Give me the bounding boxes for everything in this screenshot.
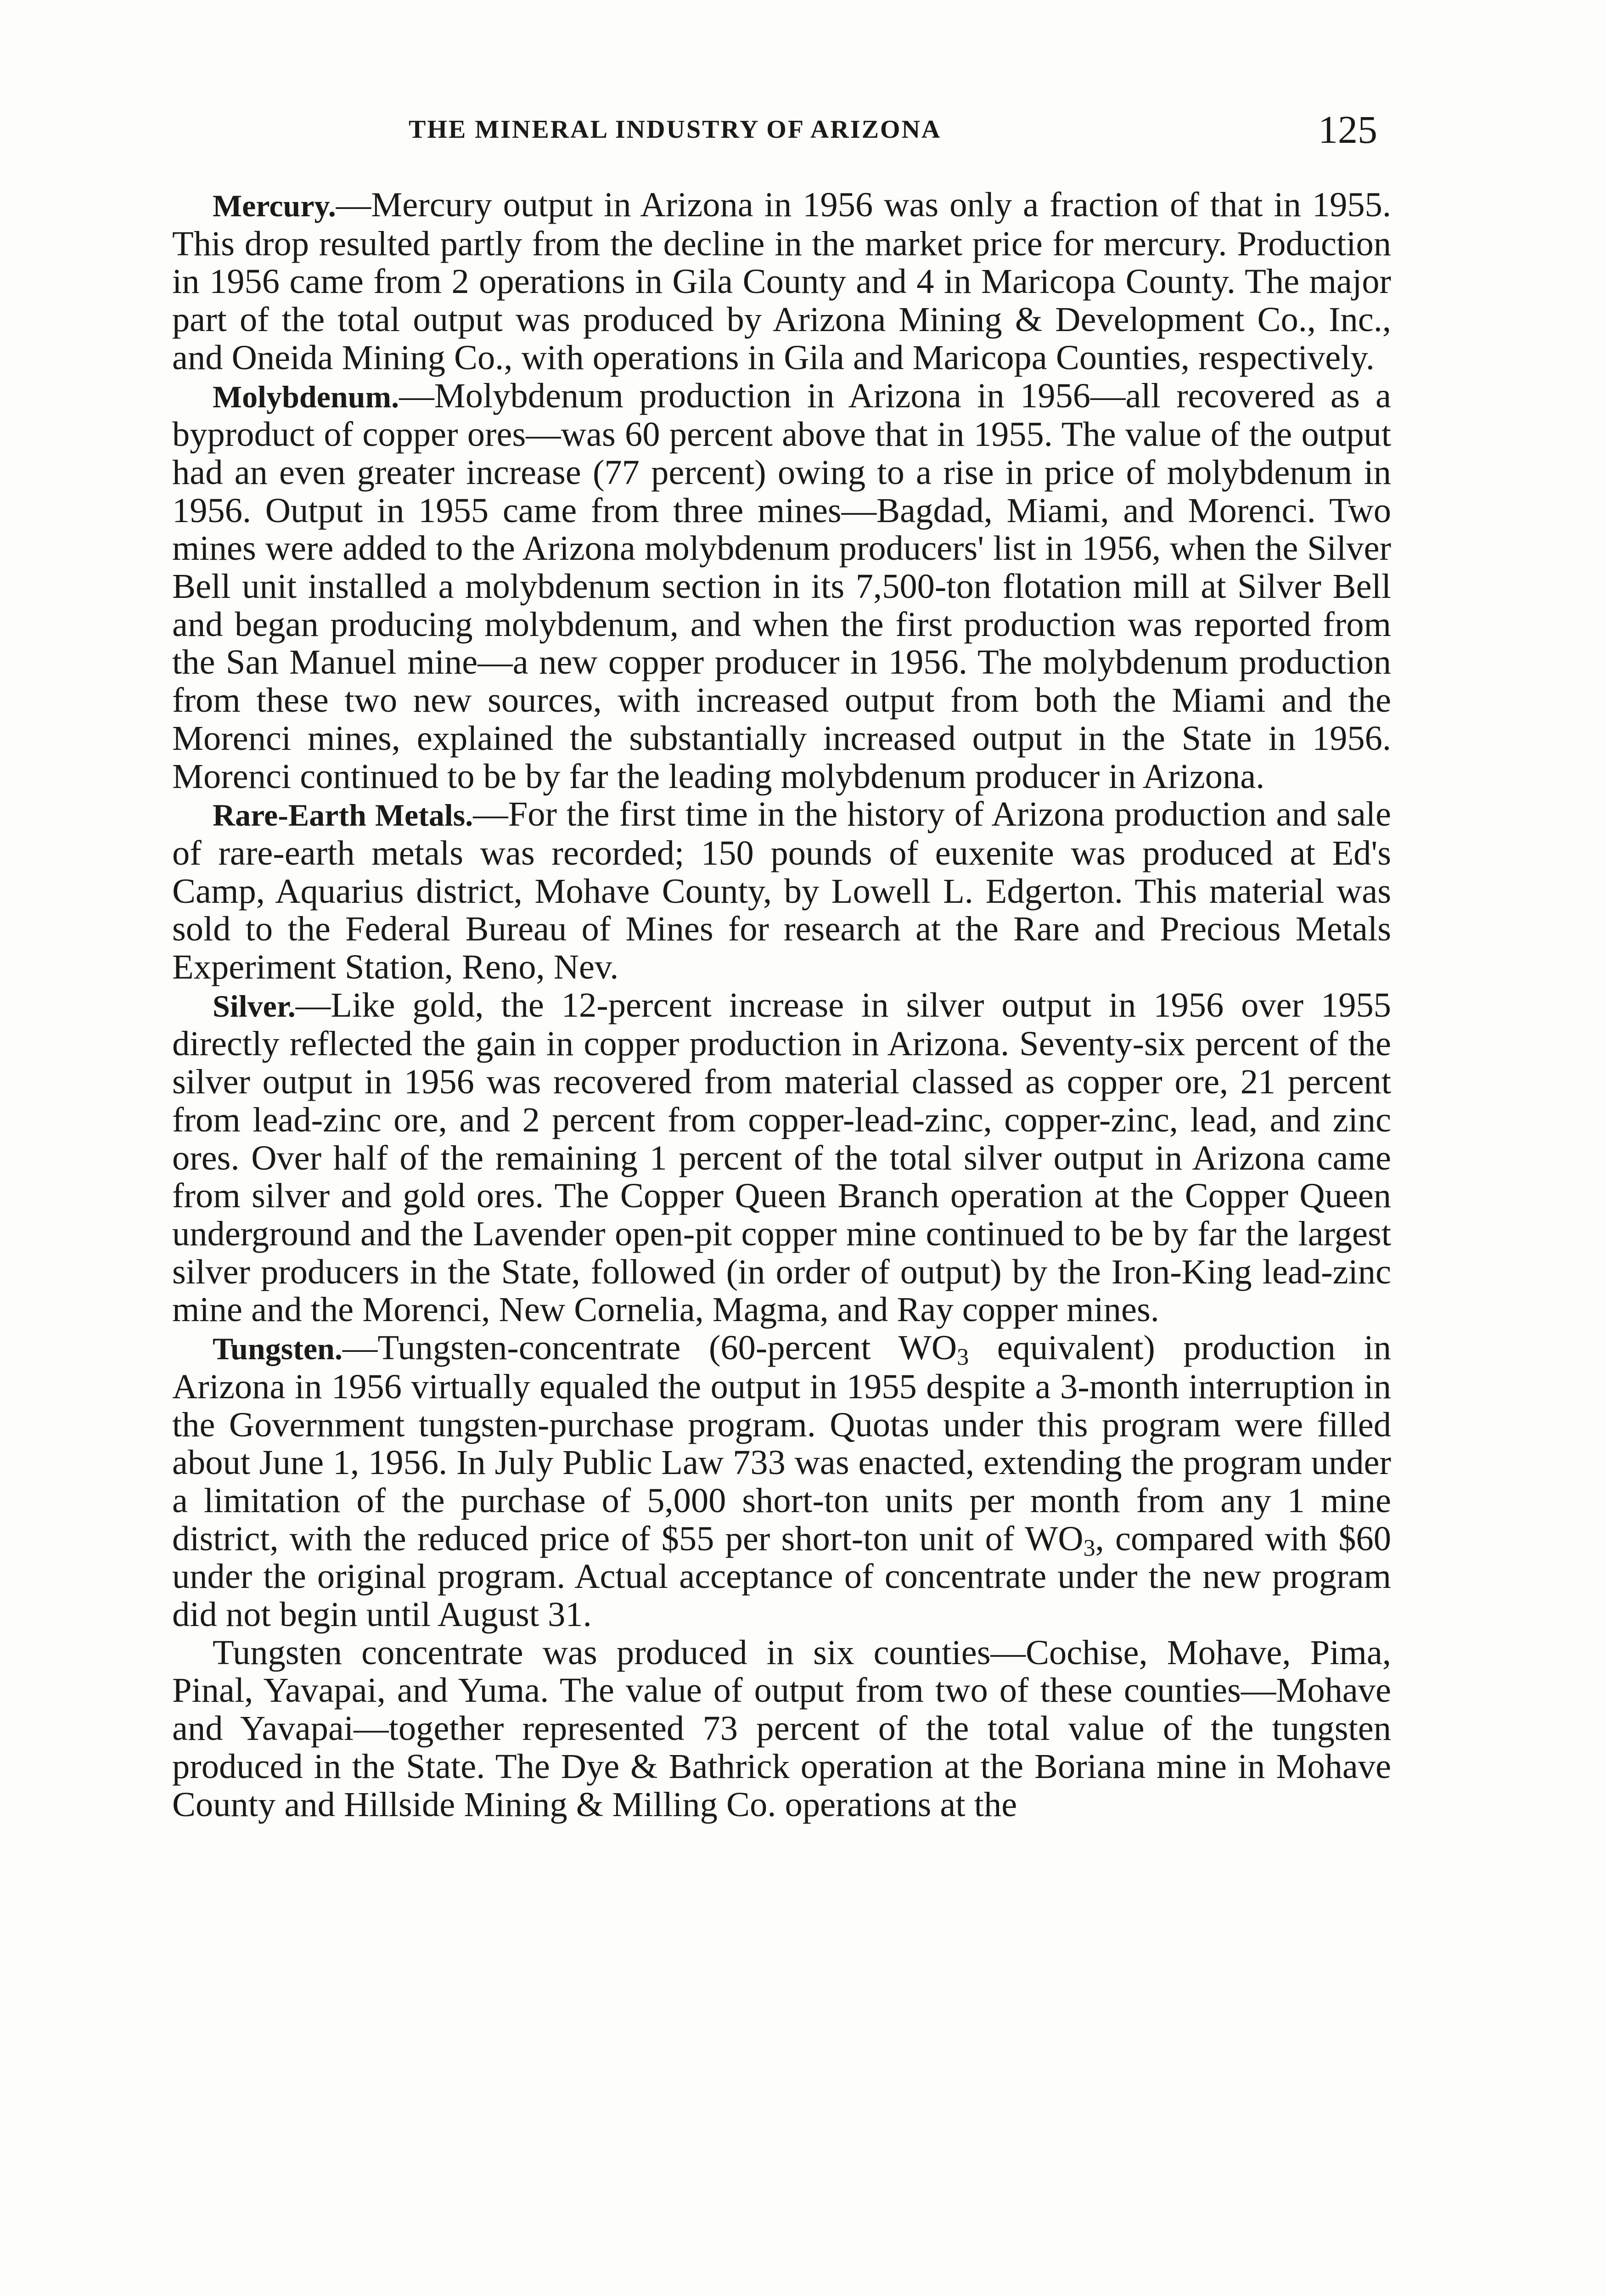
paragraph-tungsten-counties [172,1634,1391,1824]
section-heading-tungsten: Tungsten. [213,1331,343,1367]
paragraph-text: , compared with $60 under the original program. Actual acceptance of concentrate under the new program did not begin until August 31. [172,1519,1391,1634]
section-heading-silver: Silver. [213,988,296,1024]
running-title: THE MINERAL INDUSTRY OF ARIZONA [409,115,942,144]
paragraph-text: —Tungsten-concentrate (60-percent WO [342,1328,957,1367]
paragraph-tungsten [172,1329,1391,1634]
paragraph-text: —For the first time in the history of Arizona production and sale of rare-earth metals was recorded; 150 pounds of euxenite was produced at Ed's Camp, Aquarius district, Mohave County, by Lowell L. Edgerton. This material was sold to the Federal Bureau of Mines for research at the Rare and Precious Metals Experiment Station, Reno, Nev. [172,794,1392,987]
paragraph-silver [172,986,1391,1329]
body-text [172,186,1391,1823]
section-heading-rare-earth-metals: Rare-Earth Metals. [213,798,473,833]
paragraph-text: Tungsten concentrate was produced in six counties—Cochise, Mohave, Pima, Pinal, Yavapai, and Yuma. The value of output from two of these counties—Mohave and Yavapai—together represented 73 percent of the total value of the tungsten produced in the State. The Dye & Bathrick operation at the Boriana mine in Mohave County and Hillside Mining & Milling Co. operations at the [172,1632,1391,1824]
running-header [170,107,1391,157]
paragraph-mercury [172,186,1391,377]
chemical-subscript: 3 [1083,1535,1095,1561]
chemical-subscript: 3 [957,1344,969,1371]
section-heading-mercury: Mercury. [213,188,336,223]
paragraph-text: equivalent) production in Arizona in 1956 virtually equaled the output in 1955 despite a 3-month interruption in the Government tungsten-purchase program. Quotas under this program were filled about June 1, 1956. In July Public Law 733 was enacted, extending the program under a limitation of the purchase of 5,000 short-ton units per month from any 1 mine district, with the reduced price of $55 per short-ton unit of WO [172,1328,1391,1558]
page-number: 125 [1318,107,1377,152]
paragraph-text: —Molybdenum production in Arizona in 1956—all recovered as a byproduct of copper ores—was 60 percent above that in 1955. The value of the output had an even greater increase (77 percent) owing to a rise in price of molybdenum in 1956. Output in 1955 came from three mines—Bagdad, Miami, and Morenci. Two mines were added to the Arizona molybdenum producers' list in 1956, when the Silver Bell unit installed a molybdenum section in its 7,500-ton flotation mill at Silver Bell and began producing molybdenum, and when the first production was reported from the San Manuel mine—a new copper producer in 1956. The molybdenum production from these two new sources, with increased output from both the Miami and the Morenci mines, explained the substantially increased output in the State in 1956. Morenci continued to be by far the leading molybdenum producer in Arizona. [172,376,1391,796]
paragraph-text: —Mercury output in Arizona in 1956 was only a fraction of that in 1955. This drop resulted partly from the decline in the market price for mercury. Production in 1956 came from 2 operations in Gila County and 4 in Maricopa County. The major part of the total output was produced by Arizona Mining & Development Co., Inc., and Oneida Mining Co., with operations in Gila and Maricopa Counties, respectively. [172,185,1391,377]
paragraph-rare-earth-metals [172,795,1391,986]
paragraph-molybdenum [172,377,1391,796]
paragraph-text: —Like gold, the 12-percent increase in silver output in 1956 over 1955 directly reflected the gain in copper production in Arizona. Seventy-six percent of the silver output in 1956 was recovered from material classed as copper ore, 21 percent from lead-zinc ore, and 2 percent from copper-lead-zinc, copper-zinc, lead, and zinc ores. Over half of the remaining 1 percent of the total silver output in Arizona came from silver and gold ores. The Copper Queen Branch operation at the Copper Queen underground and the Lavender open-pit copper mine continued to be by far the largest silver producers in the State, followed (in order of output) by the Iron-King lead-zinc mine and the Morenci, New Cornelia, Magma, and Ray copper mines. [172,985,1391,1329]
section-heading-molybdenum: Molybdenum. [213,379,399,414]
